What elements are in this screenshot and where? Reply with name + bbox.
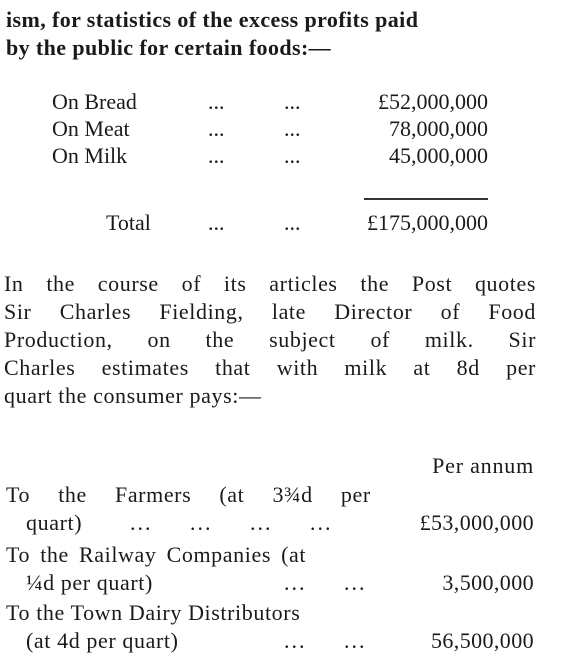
intro-line-2: by the public for certain foods:—	[6, 35, 332, 60]
leader-dots: ... ...	[284, 628, 367, 653]
leader-dots: ...	[284, 116, 301, 141]
breakdown-item-dairy	[0, 600, 534, 652]
leader-dots: ...	[208, 143, 225, 168]
per-annum-header: Per annum	[432, 453, 534, 478]
paragraph-line: quart the consumer pays:—	[4, 383, 262, 408]
leader-dots: ...	[284, 210, 301, 235]
row-label: On Milk	[52, 143, 128, 168]
item-line-1: To the Railway Companies (at	[6, 542, 307, 567]
total-label: Total	[106, 210, 151, 235]
paragraph-line: Production, on the subject of milk. Sir	[4, 327, 536, 352]
item-amount: 56,500,000	[431, 628, 534, 653]
row-amount: 45,000,000	[389, 143, 488, 168]
body-paragraph	[4, 270, 536, 410]
item-line-1: To the Farmers (at 3¾d per	[6, 482, 371, 507]
row-amount: £52,000,000	[378, 89, 488, 114]
intro-line-1: ism, for statistics of the excess profits paid	[6, 7, 419, 32]
leader-dots: ...	[208, 210, 225, 235]
leader-dots: ...	[284, 89, 301, 114]
paragraph-line: In the course of its articles the Post quotes	[4, 271, 536, 296]
leader-dots: ...	[284, 143, 301, 168]
item-line-2: ¼d per quart)	[26, 570, 153, 595]
leader-dots: ... ...	[284, 570, 367, 595]
item-line-2: (at 4d per quart)	[26, 628, 179, 653]
row-label: On Meat	[52, 116, 130, 141]
row-label: On Bread	[52, 89, 137, 114]
item-amount: £53,000,000	[419, 510, 534, 535]
item-line-2: quart)	[26, 510, 83, 535]
paragraph-line: Sir Charles Fielding, late Director of Food	[4, 299, 536, 324]
total-rule	[364, 198, 488, 200]
item-amount: 3,500,000	[442, 570, 534, 595]
row-amount: 78,000,000	[389, 116, 488, 141]
breakdown-item-farmers	[0, 482, 534, 534]
leader-dots: ...	[208, 116, 225, 141]
total-amount: £175,000,000	[367, 210, 488, 235]
leader-dots: ...	[208, 89, 225, 114]
item-line-1: To the Town Dairy Distributors	[6, 600, 301, 625]
breakdown-item-railway	[0, 542, 534, 594]
leader-dots: ... ... ... ...	[130, 510, 333, 535]
paragraph-line: Charles estimates that with milk at 8d per	[4, 355, 536, 380]
